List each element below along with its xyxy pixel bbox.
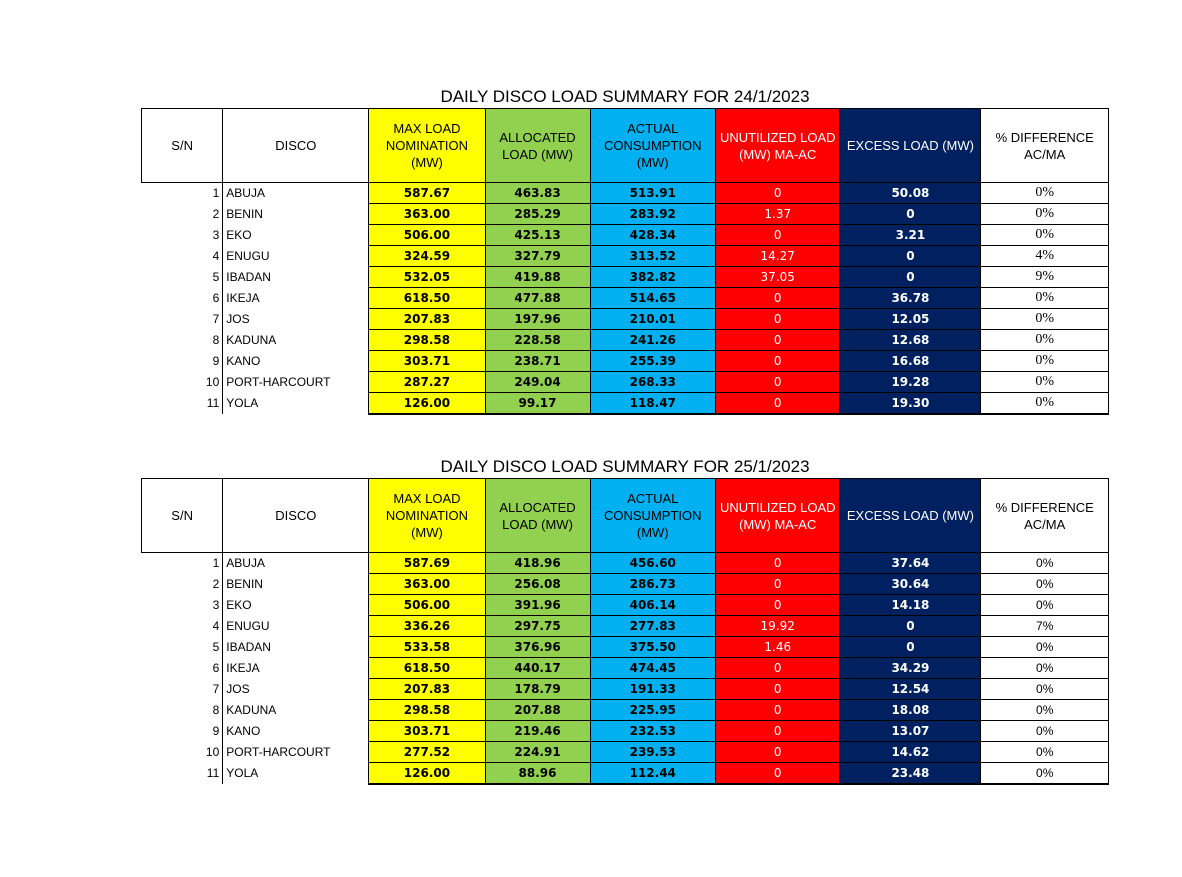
table-title: DAILY DISCO LOAD SUMMARY FOR 24/1/2023 <box>440 87 810 106</box>
cell-percent-difference: 0% <box>981 574 1109 595</box>
cell-unutilized-load: 1.37 <box>716 204 840 225</box>
cell-max-load: 506.00 <box>369 225 485 246</box>
cell-excess-load: 0 <box>840 246 981 267</box>
cell-sn: 5 <box>142 267 223 288</box>
cell-excess-load: 16.68 <box>840 351 981 372</box>
header-percent-difference: % DIFFERENCE AC/MA <box>981 109 1109 183</box>
cell-unutilized-load: 0 <box>716 721 840 742</box>
cell-disco: IBADAN <box>226 270 271 284</box>
cell-disco: YOLA <box>226 766 259 781</box>
cell-allocated-load: 99.17 <box>485 393 590 415</box>
cell-allocated-load: 463.83 <box>485 183 590 204</box>
cell-disco: KADUNA <box>226 703 277 717</box>
cell-percent-difference: 0% <box>981 637 1109 658</box>
header-excess-load: EXCESS LOAD (MW) <box>840 109 981 183</box>
cell-excess-load: 37.64 <box>840 553 981 574</box>
cell-allocated-load: 419.88 <box>485 267 590 288</box>
cell-allocated-load: 197.96 <box>485 309 590 330</box>
cell-allocated-load: 238.71 <box>485 351 590 372</box>
cell-unutilized-load: 19.92 <box>716 616 840 637</box>
cell-sn: 2 <box>142 574 223 595</box>
cell-disco: JOS <box>226 682 250 696</box>
cell-excess-load: 12.05 <box>840 309 981 330</box>
cell-actual-consumption: 118.47 <box>590 393 716 415</box>
table-row <box>142 658 1109 679</box>
cell-unutilized-load: 0 <box>716 225 840 246</box>
table-row <box>142 183 1109 204</box>
header-allocated-load: ALLOCATED LOAD (MW) <box>485 109 590 183</box>
cell-unutilized-load: 0 <box>716 763 840 785</box>
cell-unutilized-load: 37.05 <box>716 267 840 288</box>
cell-percent-difference: 0% <box>981 204 1109 225</box>
cell-actual-consumption: 255.39 <box>590 351 716 372</box>
cell-actual-consumption: 406.14 <box>590 595 716 616</box>
table-row <box>142 574 1109 595</box>
cell-actual-consumption: 375.50 <box>590 637 716 658</box>
cell-actual-consumption: 241.26 <box>590 330 716 351</box>
cell-unutilized-load: 1.46 <box>716 637 840 658</box>
cell-percent-difference: 9% <box>981 267 1109 288</box>
cell-allocated-load: 285.29 <box>485 204 590 225</box>
table-row <box>142 393 1109 415</box>
cell-disco: ENUGU <box>226 249 270 263</box>
cell-disco: ENUGU <box>226 619 270 633</box>
cell-allocated-load: 376.96 <box>485 637 590 658</box>
cell-excess-load: 3.21 <box>840 225 981 246</box>
cell-actual-consumption: 210.01 <box>590 309 716 330</box>
cell-unutilized-load: 0 <box>716 393 840 415</box>
cell-percent-difference: 0% <box>981 309 1109 330</box>
cell-actual-consumption: 428.34 <box>590 225 716 246</box>
cell-unutilized-load: 0 <box>716 288 840 309</box>
cell-allocated-load: 219.46 <box>485 721 590 742</box>
cell-sn: 10 <box>142 372 223 393</box>
cell-disco: KANO <box>226 724 261 738</box>
cell-max-load: 207.83 <box>369 679 485 700</box>
cell-allocated-load: 88.96 <box>485 763 590 785</box>
cell-actual-consumption: 283.92 <box>590 204 716 225</box>
cell-disco: IKEJA <box>226 291 260 305</box>
header-row <box>142 109 1109 183</box>
cell-excess-load: 0 <box>840 204 981 225</box>
table-row <box>142 553 1109 574</box>
cell-percent-difference: 0% <box>981 742 1109 763</box>
cell-allocated-load: 224.91 <box>485 742 590 763</box>
cell-allocated-load: 207.88 <box>485 700 590 721</box>
cell-sn: 8 <box>142 330 223 351</box>
cell-percent-difference: 0% <box>981 393 1109 415</box>
table-row <box>142 742 1109 763</box>
cell-sn: 2 <box>142 204 223 225</box>
cell-unutilized-load: 0 <box>716 330 840 351</box>
header-percent-difference: % DIFFERENCE AC/MA <box>981 479 1109 553</box>
cell-allocated-load: 391.96 <box>485 595 590 616</box>
table-row <box>142 267 1109 288</box>
table-row <box>142 637 1109 658</box>
cell-unutilized-load: 0 <box>716 183 840 204</box>
table-row <box>142 595 1109 616</box>
table-row <box>142 330 1109 351</box>
cell-sn: 1 <box>142 183 223 204</box>
cell-disco: BENIN <box>226 577 263 591</box>
header-disco: DISCO <box>223 479 369 553</box>
cell-disco: IKEJA <box>226 661 260 675</box>
cell-disco: IBADAN <box>226 640 271 654</box>
cell-unutilized-load: 14.27 <box>716 246 840 267</box>
table-row <box>142 372 1109 393</box>
cell-actual-consumption: 225.95 <box>590 700 716 721</box>
cell-unutilized-load: 0 <box>716 574 840 595</box>
cell-actual-consumption: 514.65 <box>590 288 716 309</box>
cell-excess-load: 12.54 <box>840 679 981 700</box>
cell-allocated-load: 178.79 <box>485 679 590 700</box>
cell-sn: 4 <box>142 246 223 267</box>
table-row <box>142 700 1109 721</box>
cell-sn: 4 <box>142 616 223 637</box>
cell-percent-difference: 0% <box>981 679 1109 700</box>
cell-max-load: 587.67 <box>369 183 485 204</box>
table-row <box>142 309 1109 330</box>
cell-sn: 1 <box>142 553 223 574</box>
cell-sn: 3 <box>142 595 223 616</box>
cell-excess-load: 18.08 <box>840 700 981 721</box>
cell-disco: PORT-HARCOURT <box>226 375 331 389</box>
cell-actual-consumption: 456.60 <box>590 553 716 574</box>
cell-max-load: 587.69 <box>369 553 485 574</box>
cell-disco: PORT-HARCOURT <box>226 745 331 759</box>
cell-sn: 9 <box>142 351 223 372</box>
header-unutilized-load: UNUTILIZED LOAD (MW) MA-AC <box>716 479 840 553</box>
cell-excess-load: 13.07 <box>840 721 981 742</box>
cell-sn: 10 <box>142 742 223 763</box>
table-body <box>142 479 1109 785</box>
cell-disco: EKO <box>226 598 252 612</box>
cell-excess-load: 36.78 <box>840 288 981 309</box>
header-excess-load: EXCESS LOAD (MW) <box>840 479 981 553</box>
cell-allocated-load: 249.04 <box>485 372 590 393</box>
cell-actual-consumption: 112.44 <box>590 763 716 785</box>
cell-allocated-load: 297.75 <box>485 616 590 637</box>
cell-actual-consumption: 268.33 <box>590 372 716 393</box>
cell-max-load: 126.00 <box>369 393 485 415</box>
table-row <box>142 351 1109 372</box>
table-row <box>142 246 1109 267</box>
cell-max-load: 363.00 <box>369 204 485 225</box>
header-actual-consumption: ACTUAL CONSUMPTION (MW) <box>590 109 716 183</box>
cell-excess-load: 50.08 <box>840 183 981 204</box>
cell-disco: ABUJA <box>226 186 265 201</box>
cell-sn: 7 <box>142 679 223 700</box>
cell-allocated-load: 256.08 <box>485 574 590 595</box>
cell-max-load: 533.58 <box>369 637 485 658</box>
cell-excess-load: 34.29 <box>840 658 981 679</box>
cell-excess-load: 0 <box>840 267 981 288</box>
cell-allocated-load: 327.79 <box>485 246 590 267</box>
cell-percent-difference: 7% <box>981 616 1109 637</box>
cell-unutilized-load: 0 <box>716 553 840 574</box>
table-row <box>142 721 1109 742</box>
load-summary-table <box>141 108 1109 415</box>
cell-max-load: 287.27 <box>369 372 485 393</box>
cell-disco: JOS <box>226 312 250 326</box>
cell-actual-consumption: 239.53 <box>590 742 716 763</box>
cell-sn: 11 <box>142 763 223 785</box>
cell-max-load: 336.26 <box>369 616 485 637</box>
cell-percent-difference: 0% <box>981 288 1109 309</box>
cell-percent-difference: 0% <box>981 225 1109 246</box>
cell-unutilized-load: 0 <box>716 309 840 330</box>
cell-unutilized-load: 0 <box>716 700 840 721</box>
header-unutilized-load: UNUTILIZED LOAD (MW) MA-AC <box>716 109 840 183</box>
cell-percent-difference: 0% <box>981 595 1109 616</box>
cell-percent-difference: 0% <box>981 700 1109 721</box>
cell-actual-consumption: 286.73 <box>590 574 716 595</box>
cell-disco: KANO <box>226 354 261 368</box>
cell-max-load: 363.00 <box>369 574 485 595</box>
table-row <box>142 204 1109 225</box>
cell-unutilized-load: 0 <box>716 679 840 700</box>
cell-actual-consumption: 474.45 <box>590 658 716 679</box>
cell-excess-load: 14.62 <box>840 742 981 763</box>
table-body <box>142 109 1109 415</box>
cell-sn: 5 <box>142 637 223 658</box>
cell-sn: 6 <box>142 658 223 679</box>
cell-excess-load: 23.48 <box>840 763 981 785</box>
cell-excess-load: 30.64 <box>840 574 981 595</box>
cell-max-load: 126.00 <box>369 763 485 785</box>
cell-percent-difference: 0% <box>981 183 1109 204</box>
cell-max-load: 618.50 <box>369 658 485 679</box>
cell-max-load: 298.58 <box>369 700 485 721</box>
cell-excess-load: 19.30 <box>840 393 981 415</box>
cell-unutilized-load: 0 <box>716 372 840 393</box>
cell-excess-load: 0 <box>840 616 981 637</box>
cell-sn: 8 <box>142 700 223 721</box>
cell-percent-difference: 0% <box>981 721 1109 742</box>
header-allocated-load: ALLOCATED LOAD (MW) <box>485 479 590 553</box>
cell-allocated-load: 425.13 <box>485 225 590 246</box>
cell-unutilized-load: 0 <box>716 742 840 763</box>
cell-percent-difference: 0% <box>981 553 1109 574</box>
cell-sn: 7 <box>142 309 223 330</box>
cell-actual-consumption: 277.83 <box>590 616 716 637</box>
cell-disco: YOLA <box>226 396 259 411</box>
cell-actual-consumption: 382.82 <box>590 267 716 288</box>
cell-max-load: 298.58 <box>369 330 485 351</box>
cell-allocated-load: 477.88 <box>485 288 590 309</box>
cell-percent-difference: 0% <box>981 372 1109 393</box>
header-row <box>142 479 1109 553</box>
cell-sn: 11 <box>142 393 223 415</box>
table-row <box>142 288 1109 309</box>
cell-percent-difference: 4% <box>981 246 1109 267</box>
cell-unutilized-load: 0 <box>716 658 840 679</box>
cell-excess-load: 0 <box>840 637 981 658</box>
header-max-load: MAX LOAD NOMINATION (MW) <box>369 109 485 183</box>
cell-max-load: 324.59 <box>369 246 485 267</box>
cell-actual-consumption: 513.91 <box>590 183 716 204</box>
cell-excess-load: 12.68 <box>840 330 981 351</box>
cell-disco: EKO <box>226 228 252 242</box>
load-summary-table <box>141 478 1109 785</box>
cell-actual-consumption: 191.33 <box>590 679 716 700</box>
cell-sn: 9 <box>142 721 223 742</box>
header-max-load: MAX LOAD NOMINATION (MW) <box>369 479 485 553</box>
cell-percent-difference: 0% <box>981 330 1109 351</box>
table-title: DAILY DISCO LOAD SUMMARY FOR 25/1/2023 <box>440 457 810 476</box>
cell-disco: BENIN <box>226 207 263 221</box>
cell-max-load: 532.05 <box>369 267 485 288</box>
cell-sn: 3 <box>142 225 223 246</box>
cell-max-load: 303.71 <box>369 351 485 372</box>
cell-actual-consumption: 232.53 <box>590 721 716 742</box>
cell-max-load: 618.50 <box>369 288 485 309</box>
cell-max-load: 506.00 <box>369 595 485 616</box>
cell-unutilized-load: 0 <box>716 351 840 372</box>
table-row <box>142 763 1109 785</box>
cell-disco: ABUJA <box>226 556 265 571</box>
header-actual-consumption: ACTUAL CONSUMPTION (MW) <box>590 479 716 553</box>
header-sn: S/N <box>142 479 223 553</box>
cell-unutilized-load: 0 <box>716 595 840 616</box>
table-row <box>142 616 1109 637</box>
header-sn: S/N <box>142 109 223 183</box>
cell-actual-consumption: 313.52 <box>590 246 716 267</box>
cell-allocated-load: 418.96 <box>485 553 590 574</box>
cell-allocated-load: 440.17 <box>485 658 590 679</box>
table-row <box>142 679 1109 700</box>
cell-max-load: 303.71 <box>369 721 485 742</box>
cell-sn: 6 <box>142 288 223 309</box>
cell-percent-difference: 0% <box>981 351 1109 372</box>
cell-allocated-load: 228.58 <box>485 330 590 351</box>
cell-percent-difference: 0% <box>981 763 1109 785</box>
cell-disco: KADUNA <box>226 333 277 347</box>
cell-max-load: 207.83 <box>369 309 485 330</box>
cell-excess-load: 19.28 <box>840 372 981 393</box>
cell-max-load: 277.52 <box>369 742 485 763</box>
header-disco: DISCO <box>223 109 369 183</box>
table-row <box>142 225 1109 246</box>
cell-excess-load: 14.18 <box>840 595 981 616</box>
cell-percent-difference: 0% <box>981 658 1109 679</box>
